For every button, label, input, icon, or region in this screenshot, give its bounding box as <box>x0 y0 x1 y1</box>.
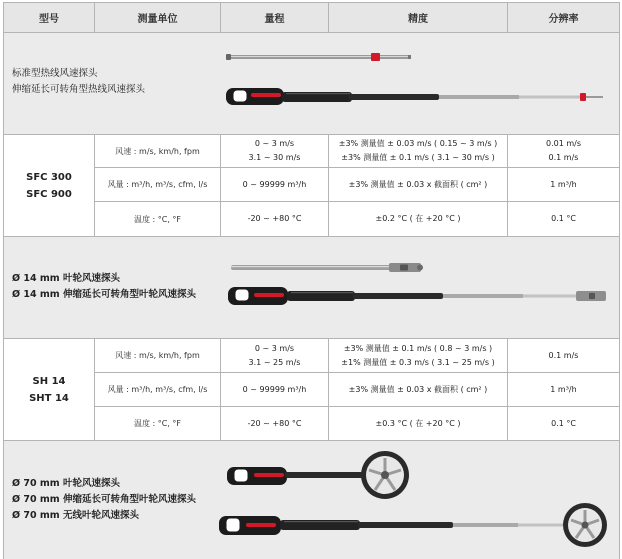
resolution-value: 0.1 m/s <box>548 153 579 162</box>
hotwire-probes-image <box>4 33 618 133</box>
probe-label: 伸缩延长可转角型热线风速探头 <box>12 84 146 95</box>
resolution-cell: 0.1 °C <box>508 407 620 441</box>
accuracy-value: ±1% 测量值 ± 0.3 m/s ( 3.1 ~ 25 m/s ) <box>341 357 495 367</box>
model-name: SFC 300 <box>26 171 72 183</box>
header-unit: 测量单位 <box>95 3 221 33</box>
probe-label: Ø 14 mm 叶轮风速探头 <box>12 273 121 284</box>
probe-band-hotwire <box>4 33 620 135</box>
resolution-value: 0.01 m/s <box>545 139 581 148</box>
probe-band-vane70 <box>4 441 620 559</box>
accuracy-cell: ±0.3 °C ( 在 +20 °C ) <box>329 407 508 441</box>
vane14-probes-image <box>4 237 618 337</box>
probe-band-vane14 <box>4 237 620 339</box>
range-cell: 0 ~ 99999 m³/h <box>221 373 329 407</box>
resolution-cell: 0.1 °C <box>508 202 620 237</box>
model-name: SFC 900 <box>26 188 72 200</box>
resolution-cell <box>508 135 620 168</box>
range-cell <box>221 339 329 373</box>
vane70-probe-icon <box>227 451 409 499</box>
range-value: 3.1 ~ 30 m/s <box>248 153 301 162</box>
accuracy-cell <box>329 135 508 168</box>
unit-cell: 风速 : m/s, km/h, fpm <box>95 339 221 373</box>
spec-table <box>3 2 620 559</box>
model-cell <box>4 135 95 237</box>
probe-label: Ø 14 mm 伸缩延长可转角型叶轮风速探头 <box>12 289 197 300</box>
range-value: 0 ~ 3 m/s <box>254 343 295 353</box>
accuracy-cell: ±3% 测量值 ± 0.03 x 截面积 ( cm² ) <box>329 168 508 202</box>
probe-label: 标准型热线风速探头 <box>12 68 98 79</box>
header-range: 量程 <box>221 3 329 33</box>
range-cell: -20 ~ +80 °C <box>221 407 329 441</box>
accuracy-cell <box>329 339 508 373</box>
spec-row <box>4 407 620 441</box>
accuracy-cell: ±3% 测量值 ± 0.03 x 截面积 ( cm² ) <box>329 373 508 407</box>
spec-row <box>4 168 620 202</box>
probe-label: Ø 70 mm 无线叶轮风速探头 <box>12 510 140 521</box>
range-cell: 0 ~ 99999 m³/h <box>221 168 329 202</box>
resolution-cell: 0.1 m/s <box>508 339 620 373</box>
range-value: 0 ~ 3 m/s <box>254 139 295 148</box>
range-cell <box>221 135 329 168</box>
header-resolution: 分辨率 <box>508 3 620 33</box>
model-name: SHT 14 <box>29 392 69 404</box>
standard-hotwire-probe-icon <box>226 53 411 61</box>
model-name: SH 14 <box>32 375 66 387</box>
probe-label: Ø 70 mm 伸缩延长可转角型叶轮风速探头 <box>12 494 197 505</box>
spec-row <box>4 373 620 407</box>
unit-cell: 温度 : °C, °F <box>95 407 221 441</box>
unit-cell: 风量 : m³/h, m³/s, cfm, l/s <box>95 168 221 202</box>
model-cell <box>4 339 95 441</box>
unit-cell: 风量 : m³/h, m³/s, cfm, l/s <box>95 373 221 407</box>
telescopic-vane70-probe-icon <box>219 503 607 547</box>
telescopic-hotwire-probe-icon <box>226 88 603 105</box>
unit-cell: 温度 : °C, °F <box>95 202 221 237</box>
vane14-probe-icon <box>231 263 423 272</box>
range-value: 3.1 ~ 25 m/s <box>248 357 301 367</box>
probe-label: Ø 70 mm 叶轮风速探头 <box>12 478 121 489</box>
telescopic-vane14-probe-icon <box>228 287 606 305</box>
header-model: 型号 <box>4 3 95 33</box>
accuracy-cell: ±0.2 °C ( 在 +20 °C ) <box>329 202 508 237</box>
unit-cell: 风速 : m/s, km/h, fpm <box>95 135 221 168</box>
accuracy-value: ±3% 测量值 ± 0.03 m/s ( 0.15 ~ 3 m/s ) <box>338 139 498 148</box>
resolution-cell: 1 m³/h <box>508 168 620 202</box>
spec-row <box>4 135 620 168</box>
header-accuracy: 精度 <box>329 3 508 33</box>
vane70-probes-image <box>4 441 618 559</box>
spec-row <box>4 202 620 237</box>
resolution-cell: 1 m³/h <box>508 373 620 407</box>
accuracy-value: ±3% 测量值 ± 0.1 m/s ( 0.8 ~ 3 m/s ) <box>343 343 493 353</box>
accuracy-value: ±3% 测量值 ± 0.1 m/s ( 3.1 ~ 30 m/s ) <box>341 153 495 162</box>
range-cell: -20 ~ +80 °C <box>221 202 329 237</box>
spec-row <box>4 339 620 373</box>
header-row <box>4 3 620 33</box>
